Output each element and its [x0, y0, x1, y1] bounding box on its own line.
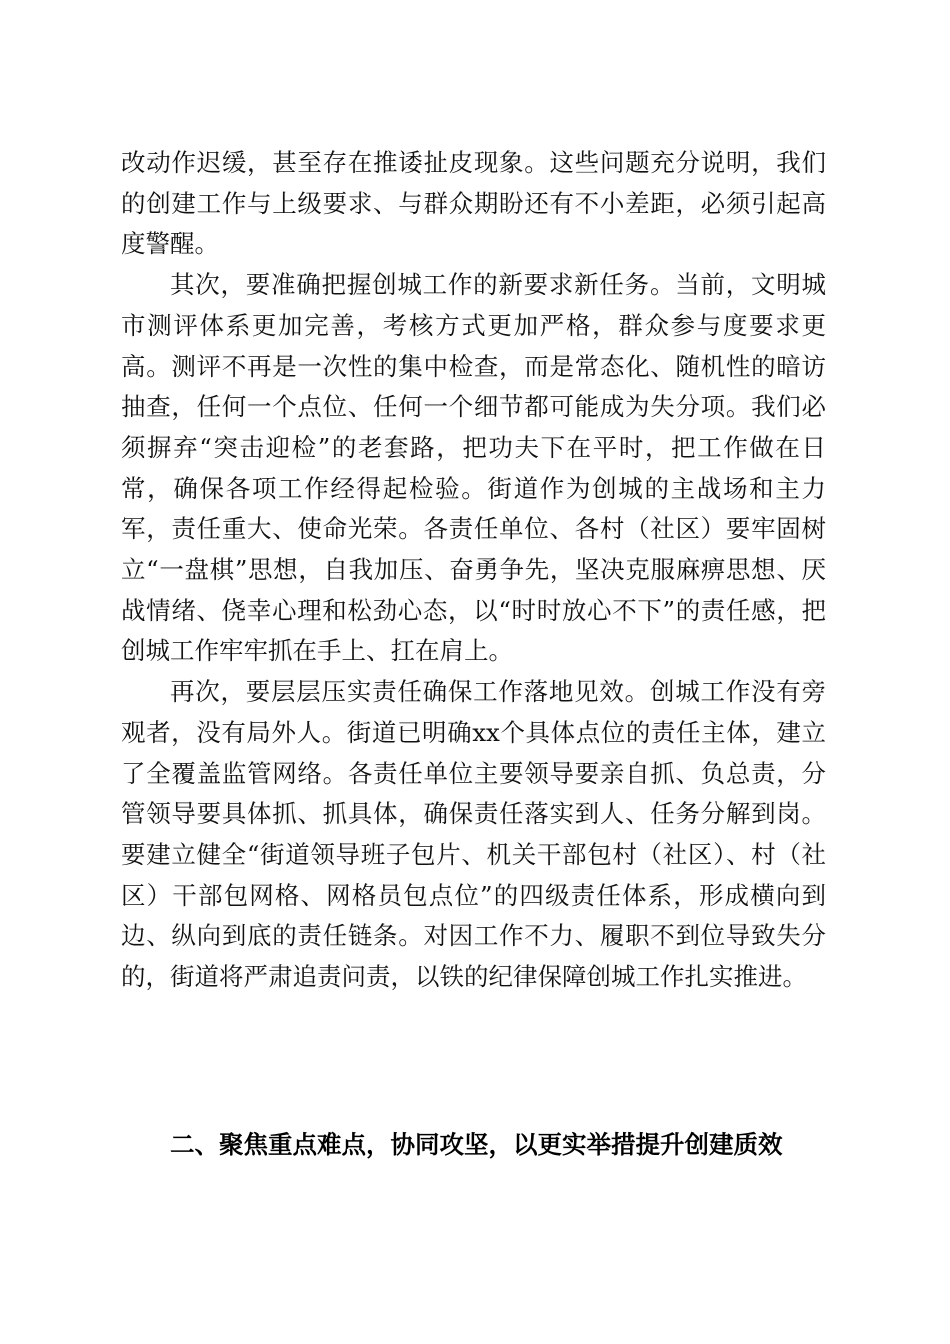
section-heading: 二、聚焦重点难点，协同攻坚，以更实举措提升创建质效 [170, 1130, 783, 1159]
paragraph-continuation: 改动作迟缓，甚至存在推诿扯皮现象。这些问题充分说明，我们的创建工作与上级要求、与群众期盼还有不小差距，必须引起高度警醒。 [121, 148, 826, 259]
document-body [121, 143, 826, 998]
paragraph-second-point: 其次，要准确把握创城工作的新要求新任务。当前，文明城市测评体系更加完善，考核方式更加严格，群众参与度要求更高。测评不再是一次性的集中检查，而是常态化、随机性的暗访抽查，任何一个点位、任何一个细节都可能成为失分项。我们必须摒弃“突击迎检”的老套路，把功夫下在平时，把工作做在日常，确保各项工作经得起检验。街道作为创城的主战场和主力军，责任重大、使命光荣。各责任单位、各村（社区）要牢固树立“一盘棋”思想，自我加压、奋勇争先，坚决克服麻痹思想、厌战情绪、侥幸心理和松劲心态，以“时时放心不下”的责任感，把创城工作牢牢抓在手上、扛在肩上。 [121, 270, 826, 666]
paragraph-third-point: 再次，要层层压实责任确保工作落地见效。创城工作没有旁观者，没有局外人。街道已明确xx个具体点位的责任主体，建立了全覆盖监管网络。各责任单位主要领导要亲自抓、负总责，分管领导要具体抓、抓具体，确保责任落实到人、任务分解到岗。要建立健全“街道领导班子包片、机关干部包村（社区）、村（社区）干部包网格、网格员包点位”的四级责任体系，形成横向到边、纵向到底的责任链条。对因工作不力、履职不到位导致失分的，街道将严肃追责问责，以铁的纪律保障创城工作扎实推进。 [121, 677, 826, 992]
